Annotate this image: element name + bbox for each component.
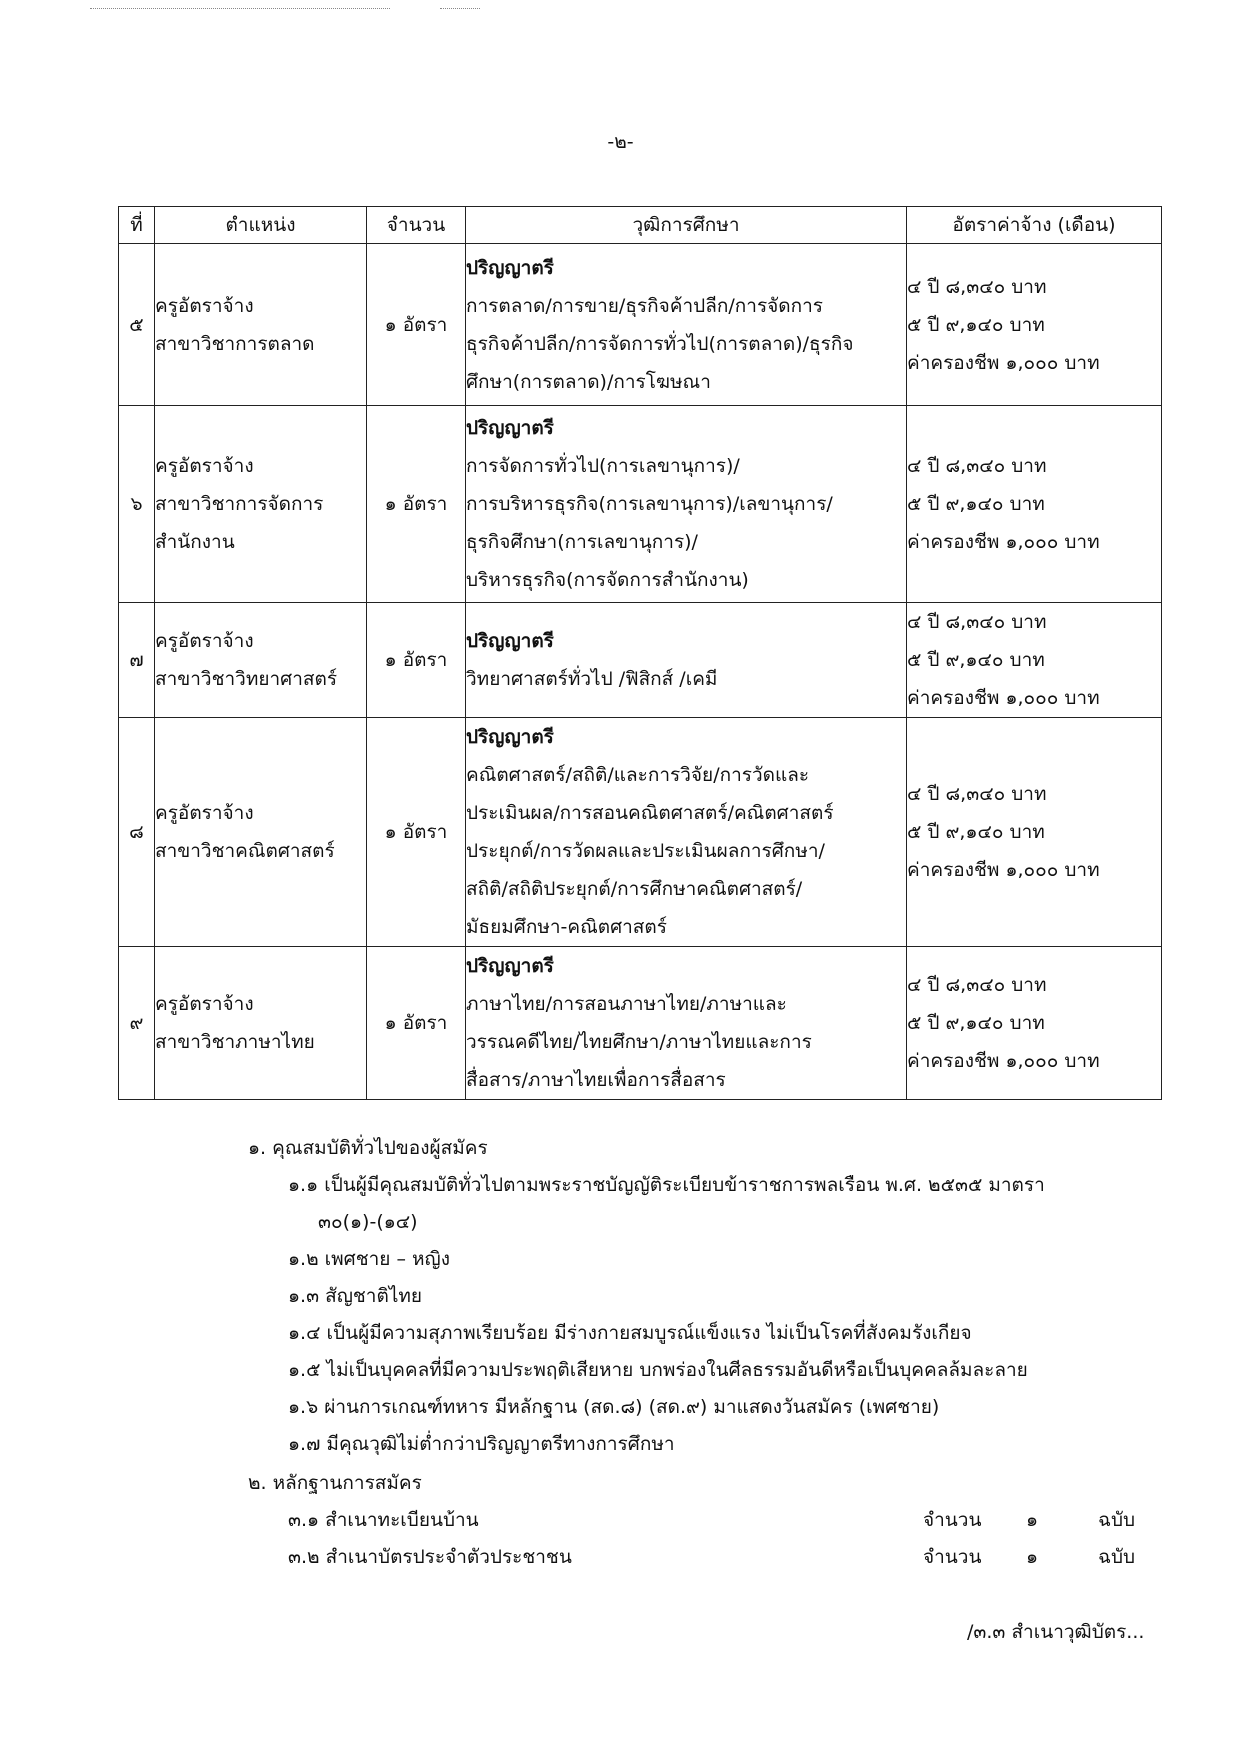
page-number: -๒- <box>607 131 634 153</box>
qualification-line: สถิติ/สถิติประยุกต์/การศึกษาคณิตศาสตร์/ <box>466 878 803 900</box>
pay-line: ค่าครองชีพ ๑,๐๐๐ บาท <box>907 859 1100 881</box>
document-count-label: จำนวน <box>923 1509 982 1531</box>
header-position: ตำแหน่ง <box>155 207 367 244</box>
pay-line: ค่าครองชีพ ๑,๐๐๐ บาท <box>907 351 1100 374</box>
table-header-row <box>119 207 1162 244</box>
row-position <box>155 718 367 947</box>
position-line: สาขาวิชาการจัดการ <box>155 493 324 515</box>
pay-line: ค่าครองชีพ ๑,๐๐๐ บาท <box>907 531 1100 553</box>
document-unit: ฉบับ <box>1098 1546 1136 1568</box>
position-table <box>118 206 1162 1100</box>
row-pay <box>907 947 1162 1100</box>
header-count: จำนวน <box>367 207 466 244</box>
position-line: สำนักงาน <box>155 531 235 553</box>
qualification-line: การจัดการทั่วไป(การเลขานุการ)/ <box>466 455 740 477</box>
row-no: ๖ <box>119 406 155 603</box>
section-heading-qualifications: ๑. คุณสมบัติทั่วไปของผู้สมัคร <box>248 1137 488 1159</box>
row-count: ๑ อัตรา <box>367 406 466 603</box>
table-row <box>119 244 1162 406</box>
position-line: ครูอัตราจ้าง <box>155 993 254 1015</box>
row-qualification <box>466 406 907 603</box>
row-no: ๙ <box>119 947 155 1100</box>
header-no: ที่ <box>119 207 155 244</box>
row-qualification <box>466 244 907 406</box>
qualification-line: ภาษาไทย/การสอนภาษาไทย/ภาษาและ <box>466 993 787 1015</box>
pay-line: ๕ ปี ๙,๑๔๐ บาท <box>907 313 1045 336</box>
row-no: ๕ <box>119 244 155 406</box>
header-qualification: วุฒิการศึกษา <box>466 207 907 244</box>
document-unit: ฉบับ <box>1098 1509 1136 1531</box>
qualification-line: การตลาด/การขาย/ธุรกิจค้าปลีก/การจัดการ <box>466 294 823 317</box>
pay-line: ๔ ปี ๘,๓๔๐ บาท <box>907 455 1047 477</box>
qualification-line: บริหารธุรกิจ(การจัดการสำนักงาน) <box>466 569 749 591</box>
qualification-line: วรรณคดีไทย/ไทยศึกษา/ภาษาไทยและการ <box>466 1031 812 1053</box>
scan-artifact-line <box>90 8 390 10</box>
pay-line: ๔ ปี ๘,๓๔๐ บาท <box>907 974 1047 996</box>
position-line: สาขาวิชาวิทยาศาสตร์ <box>155 668 338 690</box>
qualification-line: คณิตศาสตร์/สถิติ/และการวิจัย/การวัดและ <box>466 764 810 786</box>
row-count: ๑ อัตรา <box>367 718 466 947</box>
pay-line: ค่าครองชีพ ๑,๐๐๐ บาท <box>907 1050 1100 1072</box>
qualification-line: วิทยาศาสตร์ทั่วไป /ฟิสิกส์ /เคมี <box>466 668 718 690</box>
pay-line: ๔ ปี ๘,๓๔๐ บาท <box>907 783 1047 805</box>
row-pay <box>907 244 1162 406</box>
table-row <box>119 947 1162 1100</box>
qualification-line: ประยุกต์/การวัดผลและประเมินผลการศึกษา/ <box>466 840 825 862</box>
degree-label: ปริญญาตรี <box>466 256 554 279</box>
qualification-line: มัธยมศึกษา-คณิตศาสตร์ <box>466 916 667 938</box>
document-label: ๓.๒ สำเนาบัตรประจำตัวประชาชน <box>288 1546 572 1568</box>
qualification-line: ศึกษา(การตลาด)/การโฆษณา <box>466 370 711 393</box>
row-position <box>155 603 367 718</box>
row-position <box>155 406 367 603</box>
row-no: ๘ <box>119 718 155 947</box>
row-position <box>155 947 367 1100</box>
row-pay <box>907 603 1162 718</box>
pay-line: ๕ ปี ๙,๑๔๐ บาท <box>907 649 1045 671</box>
qualification-item: ๑.๑ เป็นผู้มีคุณสมบัติทั่วไปตามพระราชบัญญัติระเบียบข้าราชการพลเรือน พ.ศ. ๒๕๓๕ มาตรา <box>288 1174 1045 1196</box>
row-qualification <box>466 603 907 718</box>
document-count: ๑ <box>1026 1509 1039 1531</box>
document-count: ๑ <box>1026 1546 1039 1568</box>
pay-line: ๕ ปี ๙,๑๔๐ บาท <box>907 1012 1045 1034</box>
pay-line: ค่าครองชีพ ๑,๐๐๐ บาท <box>907 687 1100 709</box>
row-count: ๑ อัตรา <box>367 603 466 718</box>
qualification-item: ๑.๕ ไม่เป็นบุคคลที่มีความประพฤติเสียหาย บกพร่องในศีลธรรมอันดีหรือเป็นบุคคลล้มละลาย <box>288 1359 1028 1381</box>
position-line: ครูอัตราจ้าง <box>155 455 254 477</box>
position-line: ครูอัตราจ้าง <box>155 802 254 824</box>
row-qualification <box>466 718 907 947</box>
row-pay <box>907 406 1162 603</box>
qualification-item: ๑.๓ สัญชาติไทย <box>288 1285 423 1307</box>
row-count: ๑ อัตรา <box>367 947 466 1100</box>
qualification-line: การบริหารธุรกิจ(การเลขานุการ)/เลขานุการ/ <box>466 493 833 515</box>
qualification-line: สื่อสาร/ภาษาไทยเพื่อการสื่อสาร <box>466 1069 726 1091</box>
degree-label: ปริญญาตรี <box>466 630 554 652</box>
position-line: สาขาวิชาภาษาไทย <box>155 1031 315 1053</box>
position-line: ครูอัตราจ้าง <box>155 630 254 652</box>
document-label: ๓.๑ สำเนาทะเบียนบ้าน <box>288 1509 479 1531</box>
qualification-item: ๑.๔ เป็นผู้มีความสุภาพเรียบร้อย มีร่างกายสมบูรณ์แข็งแรง ไม่เป็นโรคที่สังคมรังเกียจ <box>288 1322 972 1344</box>
qualification-item-continued: ๓๐(๑)-(๑๔) <box>318 1211 418 1233</box>
qualification-line: ประเมินผล/การสอนคณิตศาสตร์/คณิตศาสตร์ <box>466 802 834 824</box>
row-position <box>155 244 367 406</box>
qualification-item: ๑.๗ มีคุณวุฒิไม่ต่ำกว่าปริญญาตรีทางการศึกษา <box>288 1433 675 1455</box>
pay-line: ๔ ปี ๘,๓๔๐ บาท <box>907 275 1047 298</box>
section-heading-documents: ๒. หลักฐานการสมัคร <box>248 1472 422 1494</box>
position-line: สาขาวิชาคณิตศาสตร์ <box>155 840 335 862</box>
pay-line: ๔ ปี ๘,๓๔๐ บาท <box>907 611 1047 633</box>
degree-label: ปริญญาตรี <box>466 955 554 977</box>
qualification-line: ธุรกิจค้าปลีก/การจัดการทั่วไป(การตลาด)/ธุรกิจ <box>466 332 854 355</box>
document-count-label: จำนวน <box>923 1546 982 1568</box>
degree-label: ปริญญาตรี <box>466 726 554 748</box>
table-row <box>119 603 1162 718</box>
table-row <box>119 406 1162 603</box>
position-line: สาขาวิชาการตลาด <box>155 332 315 355</box>
scan-artifact-line <box>440 8 480 10</box>
qualification-item: ๑.๖ ผ่านการเกณฑ์ทหาร มีหลักฐาน (สด.๘) (สด.๙) มาแสดงวันสมัคร (เพศชาย) <box>288 1396 940 1418</box>
header-pay: อัตราค่าจ้าง (เดือน) <box>907 207 1162 244</box>
row-qualification <box>466 947 907 1100</box>
pay-line: ๕ ปี ๙,๑๔๐ บาท <box>907 493 1045 515</box>
continuation-note: /๓.๓ สำเนาวุฒิบัตร... <box>967 1621 1145 1643</box>
row-pay <box>907 718 1162 947</box>
position-line: ครูอัตราจ้าง <box>155 294 254 317</box>
degree-label: ปริญญาตรี <box>466 417 554 439</box>
row-no: ๗ <box>119 603 155 718</box>
qualification-line: ธุรกิจศึกษา(การเลขานุการ)/ <box>466 531 698 553</box>
row-count: ๑ อัตรา <box>367 244 466 406</box>
table-row <box>119 718 1162 947</box>
qualification-item: ๑.๒ เพศชาย – หญิง <box>288 1248 451 1270</box>
pay-line: ๕ ปี ๙,๑๔๐ บาท <box>907 821 1045 843</box>
